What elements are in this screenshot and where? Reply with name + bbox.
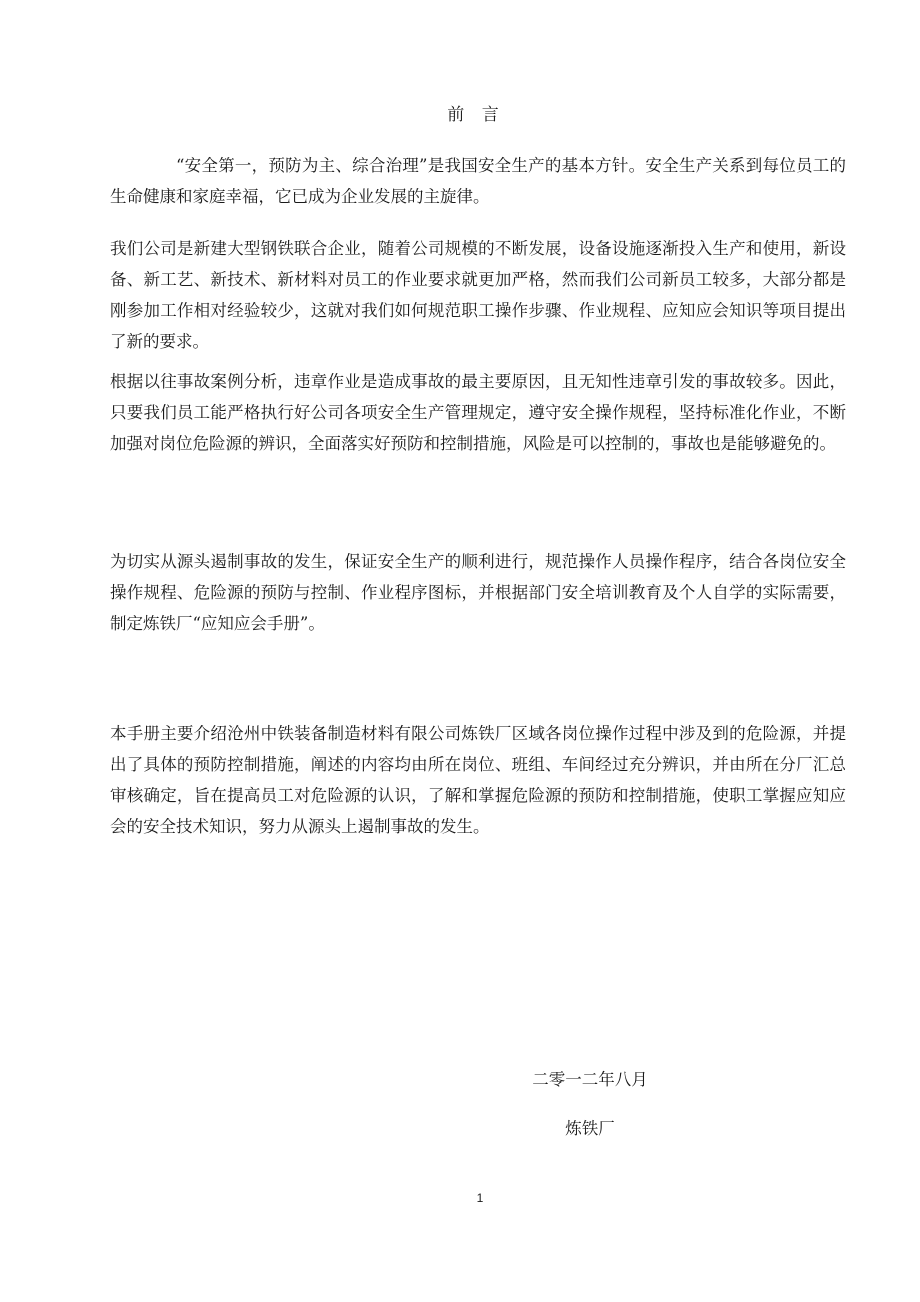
paragraph-safety-policy: “安全第一，预防为主、综合治理”是我国安全生产的基本方针。安全生产关系到每位员工的生命健康和家庭幸福，它已成为企业发展的主旋律。 bbox=[110, 156, 846, 206]
page-title: 前 言 bbox=[447, 105, 505, 125]
paragraph-company-background: 我们公司是新建大型钢铁联合企业，随着公司规模的不断发展，设备设施逐渐投入生产和使用，新设备、新工艺、新技术、新材料对员工的作业要求就更加严格，然而我们公司新员工较多，大部分都是刚参加工作相对经验较少，这就对我们如何规范职工操作步骤、作业规程、应知应会知识等项目提出了新的要求。 bbox=[110, 239, 846, 351]
paragraph-manual-content: 本手册主要介绍沧州中铁装备制造材料有限公司炼铁厂区域各岗位操作过程中涉及到的危险源，并提出了具体的预防控制措施，阐述的内容均由所在岗位、班组、车间经过充分辨识，并由所在分厂汇总审核确定，旨在提高员工对危险源的认识，了解和掌握危险源的预防和控制措施，使职工掌握应知应会的安全技术知识，努力从源头上遏制事故的发生。 bbox=[110, 724, 846, 836]
page-number: 1 bbox=[476, 1191, 484, 1205]
paragraph-manual-purpose: 为切实从源头遏制事故的发生，保证安全生产的顺利进行，规范操作人员操作程序，结合各岗位安全操作规程、危险源的预防与控制、作业程序图标，并根据部门安全培训教育及个人自学的实际需要，制定炼铁厂“应知应会手册”。 bbox=[110, 552, 846, 633]
paragraph-accident-analysis: 根据以往事故案例分析，违章作业是造成事故的最主要原因，且无知性违章引发的事故较多。因此，只要我们员工能严格执行好公司各项安全生产管理规定，遵守安全操作规程，坚持标准化作业，不断加强对岗位危险源的辨识，全面落实好预防和控制措施，风险是可以控制的，事故也是能够避免的。 bbox=[110, 372, 846, 453]
signature-organization: 炼铁厂 bbox=[565, 1119, 615, 1138]
signature-date: 二零一二年八月 bbox=[532, 1070, 648, 1089]
